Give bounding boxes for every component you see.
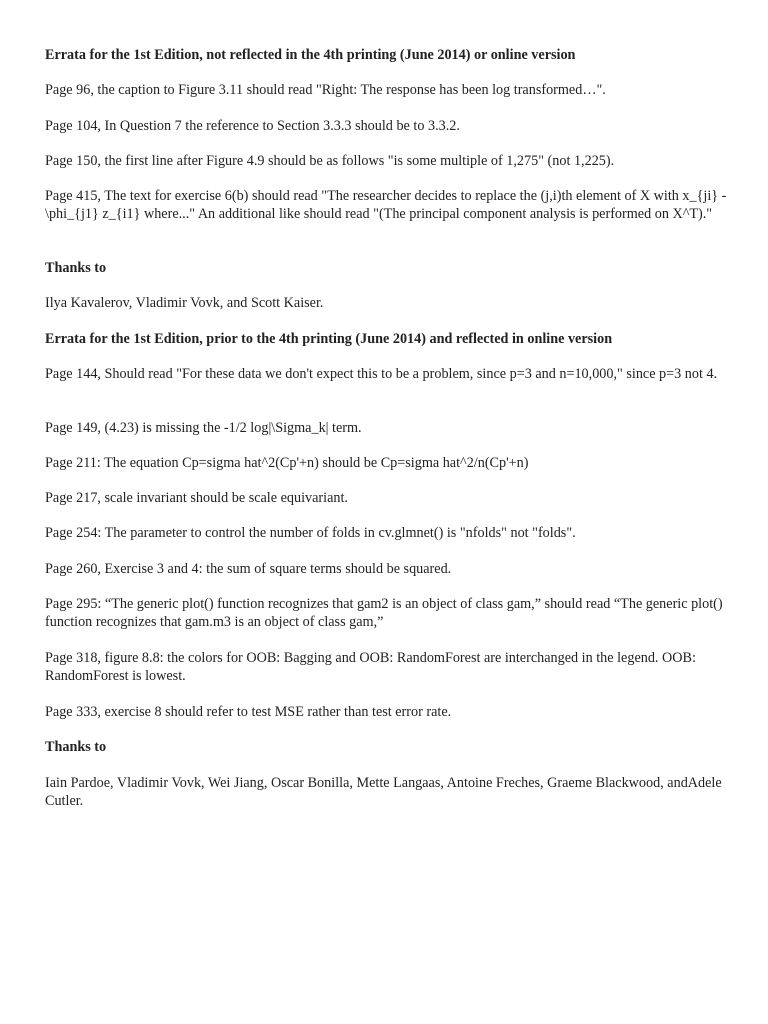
erratum-item: Page 260, Exercise 3 and 4: the sum of square terms should be squared. — [45, 561, 452, 577]
erratum-item: Page 96, the caption to Figure 3.11 should read "Right: The response has been log transformed…". — [45, 82, 606, 98]
erratum-item: Page 104, In Question 7 the reference to Section 3.3.3 should be to 3.3.2. — [45, 118, 460, 134]
erratum-item: Page 254: The parameter to control the number of folds in cv.glmnet() is "nfolds" not "folds". — [45, 525, 576, 541]
thanks-heading: Thanks to — [45, 739, 107, 755]
section-heading-not-reflected: Errata for the 1st Edition, not reflected in the 4th printing (June 2014) or online version — [45, 47, 576, 63]
erratum-item: Page 217, scale invariant should be scale equivariant. — [45, 490, 348, 506]
thanks-heading: Thanks to — [45, 260, 107, 276]
erratum-item: Page 144, Should read "For these data we don't expect this to be a problem, since p=3 and n=10,000," since p=3 not 4. — [45, 366, 718, 382]
erratum-item: Page 149, (4.23) is missing the -1/2 log|\Sigma_k| term. — [45, 420, 362, 436]
erratum-item: Page 333, exercise 8 should refer to test MSE rather than test error rate. — [45, 704, 452, 720]
section-heading-reflected: Errata for the 1st Edition, prior to the 4th printing (June 2014) and reflected in online version — [45, 331, 613, 347]
erratum-item: Page 211: The equation Cp=sigma hat^2(Cp'+n) should be Cp=sigma hat^2/n(Cp'+n) — [45, 455, 529, 471]
thanks-names: Ilya Kavalerov, Vladimir Vovk, and Scott Kaiser. — [45, 295, 324, 311]
erratum-item: Page 318, figure 8.8: the colors for OOB: Bagging and OOB: RandomForest are interchanged in the legend. OOB: RandomForest is lowest. — [45, 650, 696, 684]
erratum-item: Page 295: “The generic plot() function recognizes that gam2 is an object of class gam,” should read “The generic plot() function recognizes that gam.m3 is an object of class gam,” — [45, 596, 723, 630]
erratum-item: Page 150, the first line after Figure 4.9 should be as follows "is some multiple of 1,275" (not 1,225). — [45, 153, 615, 169]
thanks-names: Iain Pardoe, Vladimir Vovk, Wei Jiang, Oscar Bonilla, Mette Langaas, Antoine Freches, Graeme Blackwood, andAdele Cutler. — [45, 775, 722, 809]
erratum-item: Page 415, The text for exercise 6(b) should read "The researcher decides to replace the (j,i)th element of X with x_{ji} - \phi_{j1} z_{i1} where..." An additional like should read "(The principal component analysis is performed on X^T)." — [45, 188, 727, 222]
